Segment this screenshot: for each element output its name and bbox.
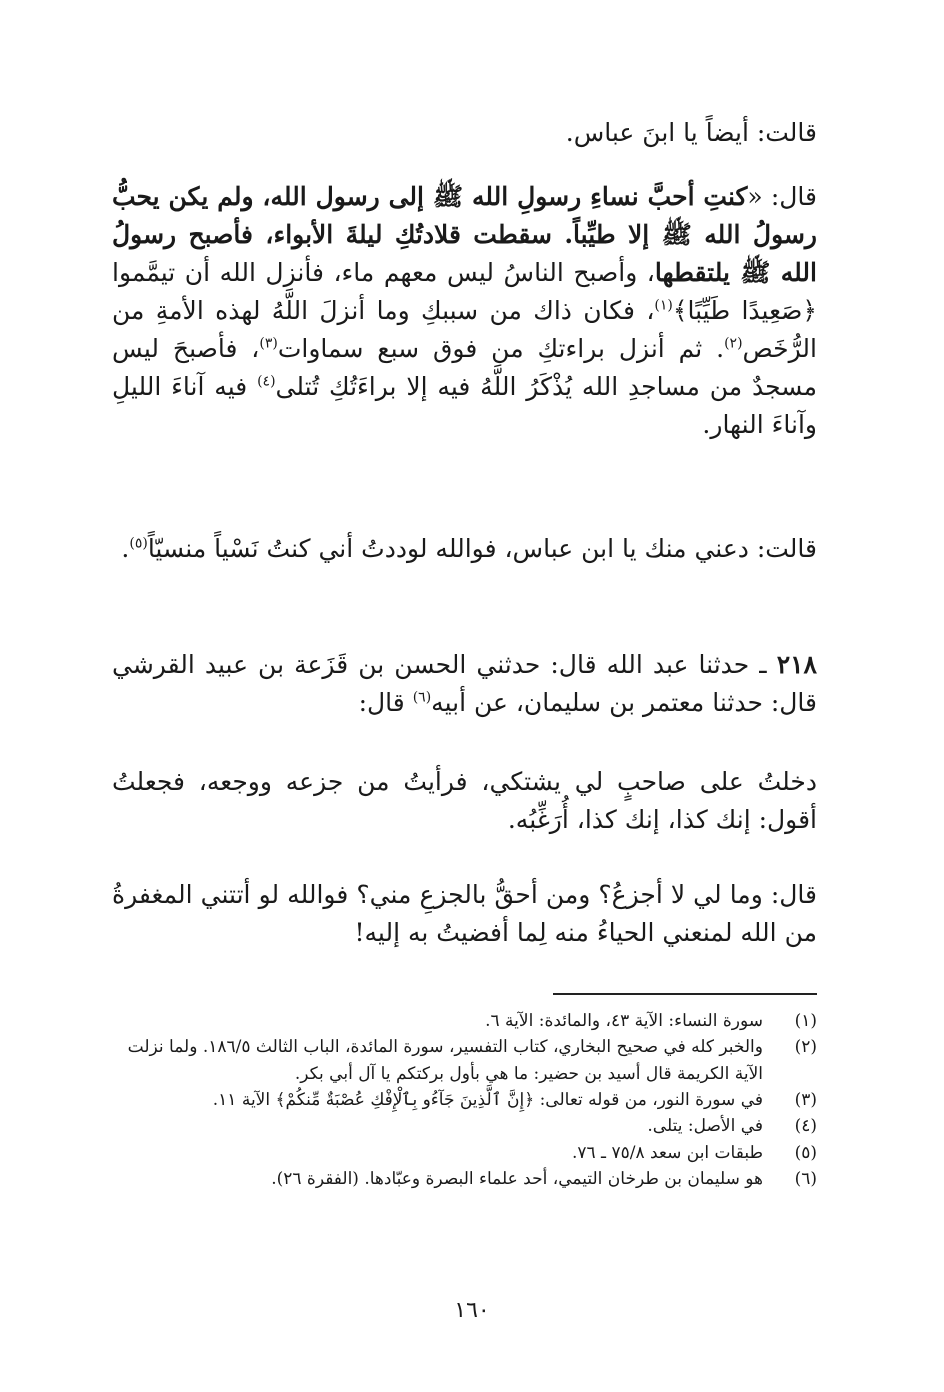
paragraph-5-text: دخلتُ على صاحبٍ لي يشتكي، فرأيتُ من جزعه ووجعه، فجعلتُ أقول: إنك كذا، إنك كذا، أُرَغِّبُه. <box>112 767 817 834</box>
paragraph-2-mid-1: ، وأصبح الناسُ ليس معهم ماء، فأنزل الله أن تيمَّموا ﴿صَعِيدًا طَيِّبًا﴾ <box>112 258 817 325</box>
footnote-divider <box>553 993 817 995</box>
footnote-text: سورة النساء: الآية ٤٣، والمائدة: الآية ٦. <box>485 1011 763 1031</box>
paragraph-6 <box>112 876 817 951</box>
paragraph-4-text: ـ حدثنا عبد الله قال: حدثني الحسن بن قَزَعة بن عبيد القرشي قال: حدثنا معتمر بن سليمان، عن أبيه <box>112 650 817 717</box>
footnote-number: (٥) <box>794 1142 817 1163</box>
footnotes <box>112 1008 817 1192</box>
footnote-ref-2: (٢) <box>724 335 743 352</box>
paragraph-1 <box>112 114 817 152</box>
footnote-number: (٢) <box>794 1037 817 1058</box>
footnote-number: (٣) <box>794 1090 817 1111</box>
footnote-text: هو سليمان بن طرخان التيمي، أحد علماء البصرة وعبّادها. (الفقرة ٢٦). <box>271 1169 763 1190</box>
footnote-ref-3: (٣) <box>259 335 278 352</box>
paragraph-2-mid-2: ، فكان ذاك من سببكِ وما أنزلَ اللَّهُ لهذه الأمةِ من الرُّخَص <box>112 296 817 363</box>
hadith-number: ٢١٨ <box>776 650 817 679</box>
footnote-text: في سورة النور، من قوله تعالى: ﴿إِنَّ ٱلَّذِينَ جَآءُو بِٱلْإِفْكِ عُصْبَةٌ مِّنكُمْ﴾ الآية ١١. <box>212 1090 763 1111</box>
footnote-1 <box>112 1008 817 1034</box>
footnote-6 <box>112 1166 817 1192</box>
footnote-text: طبقات ابن سعد ٧٥/٨ ـ ٧٦. <box>571 1142 763 1163</box>
footnote-5 <box>112 1140 817 1166</box>
footnote-3 <box>112 1087 817 1113</box>
footnote-number: (١) <box>794 1011 817 1031</box>
paragraph-3 <box>112 530 817 568</box>
paragraph-2-mid-4: ، فأصبحَ ليس مسجدٌ من مساجدِ الله يُذْكَرُ اللَّهُ فيه إلا براءَتُكِ تُتلى <box>112 334 817 401</box>
paragraph-6-text: قال: وما لي لا أجزعُ؟ ومن أحقُّ بالجزعِ مني؟ فوالله لو أتتني المغفرةُ من الله لمنعني الحياءُ منه لِما أفضيتُ به إليه! <box>112 880 817 947</box>
footnote-text: والخبر كله في صحيح البخاري، كتاب التفسير، سورة المائدة، الباب الثالث ١٨٦/٥. ولما نزلت الآية الكريمة قال أسيد بن حضير: ما هي بأول بركتكم يا آل أبي بكر. <box>127 1037 763 1084</box>
paragraph-4 <box>112 646 817 721</box>
paragraph-2-mid-3: . ثم أنزل براءتكِ من فوق سبع سماوات <box>277 334 725 363</box>
footnote-text: في الأصل: يتلى. <box>647 1116 763 1137</box>
paragraph-5 <box>112 763 817 838</box>
footnote-ref-6: (٦) <box>412 689 432 706</box>
footnote-ref-5: (٥) <box>129 535 148 552</box>
footnote-number: (٤) <box>794 1116 817 1137</box>
footnote-number: (٦) <box>794 1169 817 1190</box>
paragraph-1-text: قالت: أيضاً يا ابنَ عباس. <box>565 118 817 147</box>
footnote-4 <box>112 1113 817 1139</box>
paragraph-2-end: فيه آناءَ الليلِ وآناءَ النهار. <box>112 372 817 439</box>
footnote-ref-4: (٤) <box>257 373 276 390</box>
paragraph-2-quote-bold: كنتِ أحبَّ نساءِ رسولِ الله ﷺ إلى رسول الله، ولم يكن يحبُّ رسولُ الله ﷺ إلا طيِّباً. سقطت قلادتُكِ ليلةَ الأبواء، فأصبح رسولُ الله ﷺ يلتقطها <box>112 182 817 287</box>
paragraph-4-end: قال: <box>358 687 413 717</box>
page-number: ١٦٠ <box>454 1298 490 1323</box>
paragraph-3-text: قالت: دعني منك يا ابن عباس، فوالله لوددتُ أني كنتُ نَسْياً منسيّاً <box>147 534 817 563</box>
footnote-ref-1: (١) <box>654 297 673 314</box>
paragraph-2-lead: قال: « <box>747 182 817 211</box>
paragraph-3-end: . <box>121 534 130 563</box>
paragraph-2 <box>112 178 817 444</box>
footnote-2 <box>112 1034 817 1087</box>
